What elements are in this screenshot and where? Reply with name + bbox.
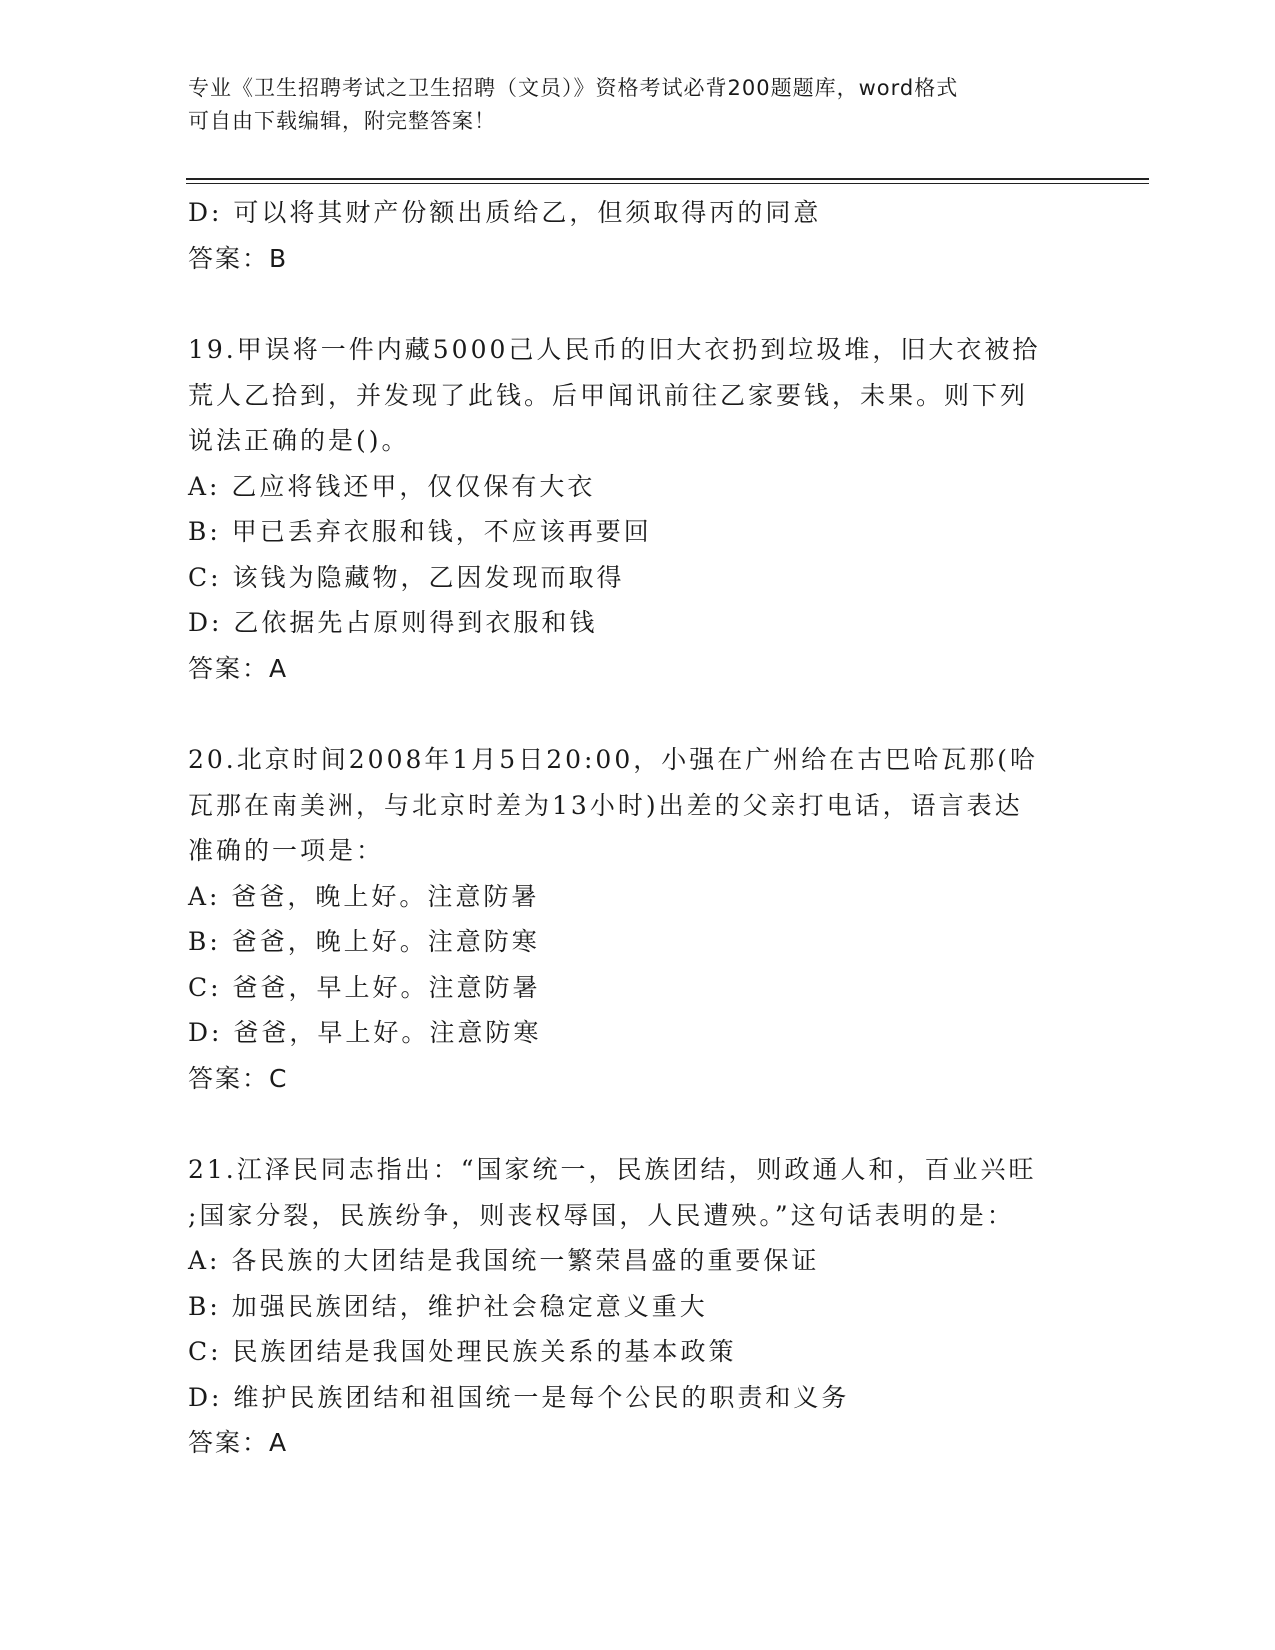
option-a: A: 爸爸，晚上好。注意防暑 xyxy=(188,881,540,911)
option-c: C: 该钱为隐藏物，乙因发现而取得 xyxy=(188,562,625,592)
carryover-option-d: D: 可以将其财产份额出质给乙，但须取得丙的同意 xyxy=(188,198,822,227)
question-stem-line: 准确的一项是： xyxy=(188,836,385,865)
question-stem-line: 21.江泽民同志指出：“国家统一，民族团结，则政通人和，百业兴旺 xyxy=(188,1155,1037,1184)
header-rule-thick xyxy=(186,178,1149,180)
header-line-2: 可自由下载编辑，附完整答案！ xyxy=(188,109,496,133)
spacer xyxy=(188,1101,1088,1147)
question-stem-line: 说法正确的是()。 xyxy=(188,426,410,455)
question-stem-line: 瓦那在南美洲，与北京时差为13小时)出差的父亲打电话，语言表达 xyxy=(188,790,1023,820)
answer-label: 答案：A xyxy=(188,653,289,683)
spacer xyxy=(188,281,1088,327)
option-b: B: 加强民族团结，维护社会稳定意义重大 xyxy=(188,1291,708,1321)
spacer xyxy=(188,691,1088,737)
option-a: A: 各民族的大团结是我国统一繁荣昌盛的重要保证 xyxy=(188,1246,820,1275)
header-rule-thin xyxy=(186,183,1149,184)
question-20 xyxy=(188,737,1088,1101)
question-21 xyxy=(188,1147,1088,1466)
header-line-1: 专业《卫生招聘考试之卫生招聘（文员）》资格考试必背200题题库，word格式 xyxy=(188,76,959,100)
option-a: A: 乙应将钱还甲，仅仅保有大衣 xyxy=(188,471,596,501)
option-b: B: 甲已丢弃衣服和钱，不应该再要回 xyxy=(188,517,652,546)
option-d: D: 维护民族团结和祖国统一是每个公民的职责和义务 xyxy=(188,1382,850,1412)
document-header xyxy=(188,72,1088,138)
question-stem-line: 20.北京时间2008年1月5日20:00，小强在广州给在古巴哈瓦那(哈 xyxy=(188,745,1038,774)
option-c: C: 民族团结是我国处理民族关系的基本政策 xyxy=(188,1337,737,1366)
answer-label: 答案：C xyxy=(188,1063,289,1093)
question-19 xyxy=(188,327,1088,691)
question-stem-line: ;国家分裂，民族纷争，则丧权辱国，人民遭殃。”这句话表明的是： xyxy=(188,1200,1015,1230)
carryover-answer: 答案：B xyxy=(188,243,289,273)
option-c: C: 爸爸，早上好。注意防暑 xyxy=(188,972,541,1002)
option-d: D: 乙依据先占原则得到衣服和钱 xyxy=(188,608,598,637)
option-d: D: 爸爸，早上好。注意防寒 xyxy=(188,1018,542,1047)
question-stem-line: 荒人乙拾到，并发现了此钱。后甲闻讯前往乙家要钱，未果。则下列 xyxy=(188,380,1029,410)
answer-label: 答案：A xyxy=(188,1428,289,1457)
document-body xyxy=(188,190,1088,1466)
question-stem-line: 19.甲误将一件内藏5000己人民币的旧大衣扔到垃圾堆，旧大衣被拾 xyxy=(188,335,1041,364)
option-b: B: 爸爸，晚上好。注意防寒 xyxy=(188,927,540,956)
